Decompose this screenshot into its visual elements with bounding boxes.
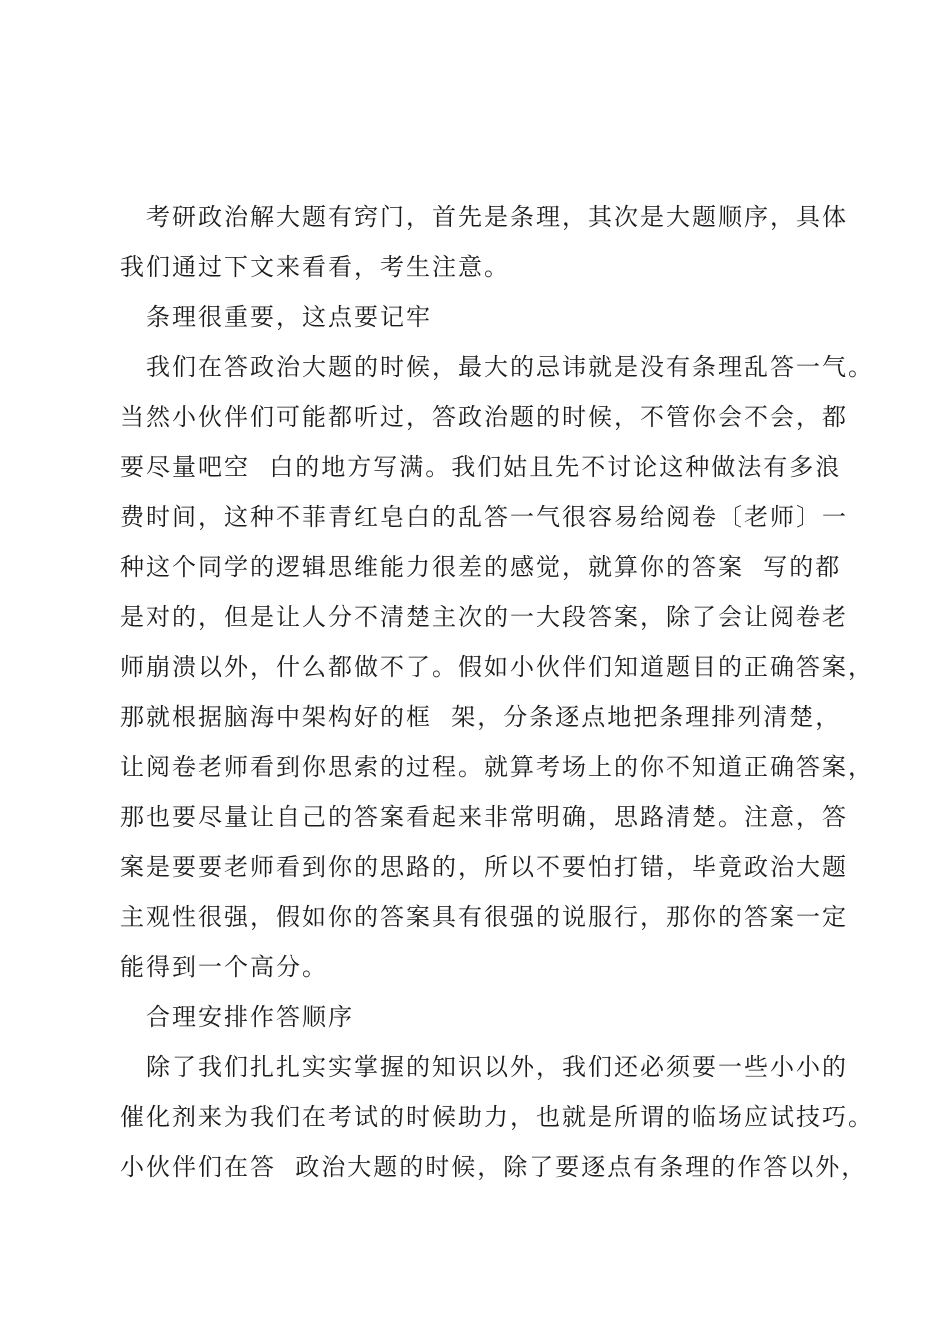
paragraph-line: 我们在答政治大题的时候，最大的忌讳就是没有条理乱答一气。 (146, 353, 874, 381)
document-body (120, 199, 874, 1199)
section-heading: 条理很重要，这点要记牢 (146, 303, 432, 331)
paragraph-line: 主观性很强，假如你的答案具有很强的说服行，那你的答案一定 (120, 903, 848, 931)
paragraph-line: 除了我们扎扎实实掌握的知识以外，我们还必须要一些小小的 (146, 1053, 848, 1081)
paragraph-line: 当然小伙伴们可能都听过，答政治题的时候，不管你会不会，都 (120, 403, 848, 431)
paragraph-line: 那就根据脑海中架构好的框 架，分条逐点地把条理排列清楚， (120, 703, 842, 731)
paragraph-line: 能得到一个高分。 (120, 953, 328, 981)
paragraph-line: 是对的，但是让人分不清楚主次的一大段答案，除了会让阅卷老 (120, 603, 848, 631)
paragraph-line: 那也要尽量让自己的答案看起来非常明确，思路清楚。注意，答 (120, 803, 848, 831)
paragraph-line: 让阅卷老师看到你思索的过程。就算考场上的你不知道正确答案， (120, 753, 874, 781)
paragraph-line: 我们通过下文来看看，考生注意。 (120, 253, 510, 281)
section-heading: 合理安排作答顺序 (146, 1003, 354, 1031)
paragraph-line: 费时间，这种不菲青红皂白的乱答一气很容易给阅卷〔老师〕一 (120, 503, 848, 531)
paragraph-line: 考研政治解大题有窍门，首先是条理，其次是大题顺序，具体 (146, 203, 848, 231)
paragraph-line: 案是要要老师看到你的思路的，所以不要怕打错，毕竟政治大题 (120, 853, 848, 881)
paragraph-line: 小伙伴们在答 政治大题的时候，除了要逐点有条理的作答以外， (120, 1153, 868, 1181)
paragraph-line: 种这个同学的逻辑思维能力很差的感觉，就算你的答案 写的都 (120, 553, 842, 581)
paragraph-line: 要尽量吧空 白的地方写满。我们姑且先不讨论这种做法有多浪 (120, 453, 842, 481)
paragraph-line: 催化剂来为我们在考试的时候助力，也就是所谓的临场应试技巧。 (120, 1103, 874, 1131)
paragraph-line: 师崩溃以外，什么都做不了。假如小伙伴们知道题目的正确答案， (120, 653, 874, 681)
